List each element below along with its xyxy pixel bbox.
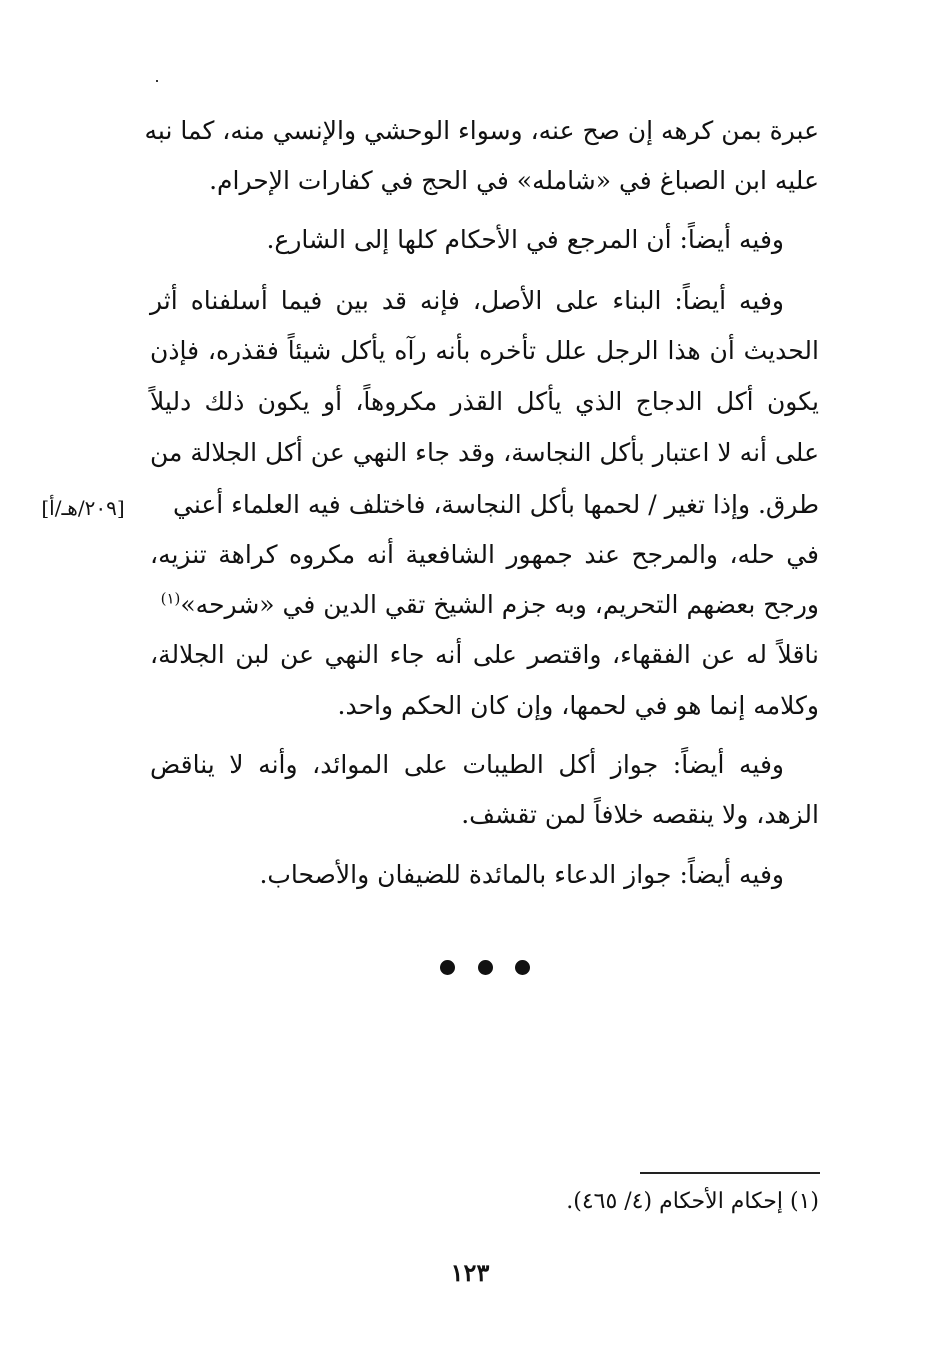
margin-manuscript-reference: [٢٠٩/هـ/أ] <box>41 496 125 520</box>
body-line-5: الحديث أن هذا الرجل علل تأخره بأنه رآه يأكل شيئاً فقذره، فإذن <box>150 336 819 365</box>
body-line-11: ناقلاً له عن الفقهاء، واقتصر على أنه جاء النهي عن لبن الجلالة، <box>150 640 819 669</box>
body-line-15: وفيه أيضاً: جواز الدعاء بالمائدة للضيفان والأصحاب. <box>259 860 784 889</box>
body-line-1: عبرة بمن كرهه إن صح عنه، وسواء الوحشي والإنسي منه، كما نبه <box>144 116 819 145</box>
body-line-2: عليه ابن الصباغ في «شامله» في الحج في كفارات الإحرام. <box>209 166 819 195</box>
footnote: (١) إحكام الأحكام (٤/ ٤٦٥). <box>566 1189 819 1214</box>
footnote-marker: (١) <box>160 589 181 608</box>
separator-dot <box>515 960 530 975</box>
page-speck <box>156 80 158 82</box>
body-line-7: على أنه لا اعتبار بأكل النجاسة، وقد جاء النهي عن أكل الجلالة من <box>150 438 819 467</box>
body-line-13: وفيه أيضاً: جواز أكل الطيبات على الموائد، وأنه لا يناقض <box>150 750 784 779</box>
body-line-4: وفيه أيضاً: البناء على الأصل، فإنه قد بين فيما أسلفناه أثر <box>150 286 784 315</box>
separator-dot <box>478 960 493 975</box>
footnote-rule <box>640 1172 820 1174</box>
body-line-6: يكون أكل الدجاج الذي يأكل القذر مكروهاً، أو يكون ذلك دليلاً <box>150 387 819 416</box>
section-separator-dots <box>440 957 530 977</box>
body-line-10-text: ورجح بعضهم التحريم، وبه جزم الشيخ تقي الدين في «شرحه» <box>180 590 819 619</box>
body-line-3: وفيه أيضاً: أن المرجع في الأحكام كلها إلى الشارع. <box>266 225 784 254</box>
body-line-9: في حله، والمرجح عند جمهور الشافعية أنه مكروه كراهة تنزيه، <box>150 540 819 569</box>
body-line-10 <box>150 587 819 623</box>
body-line-8: طرق. وإذا تغير / لحمها بأكل النجاسة، فاختلف فيه العلماء أعني <box>172 490 819 519</box>
body-line-14: الزهد، ولا ينقصه خلافاً لمن تقشف. <box>461 800 819 829</box>
body-line-12: وكلامه إنما هو في لحمها، وإن كان الحكم واحد. <box>337 691 819 720</box>
page-number: ١٢٣ <box>450 1258 490 1287</box>
separator-dot <box>440 960 455 975</box>
